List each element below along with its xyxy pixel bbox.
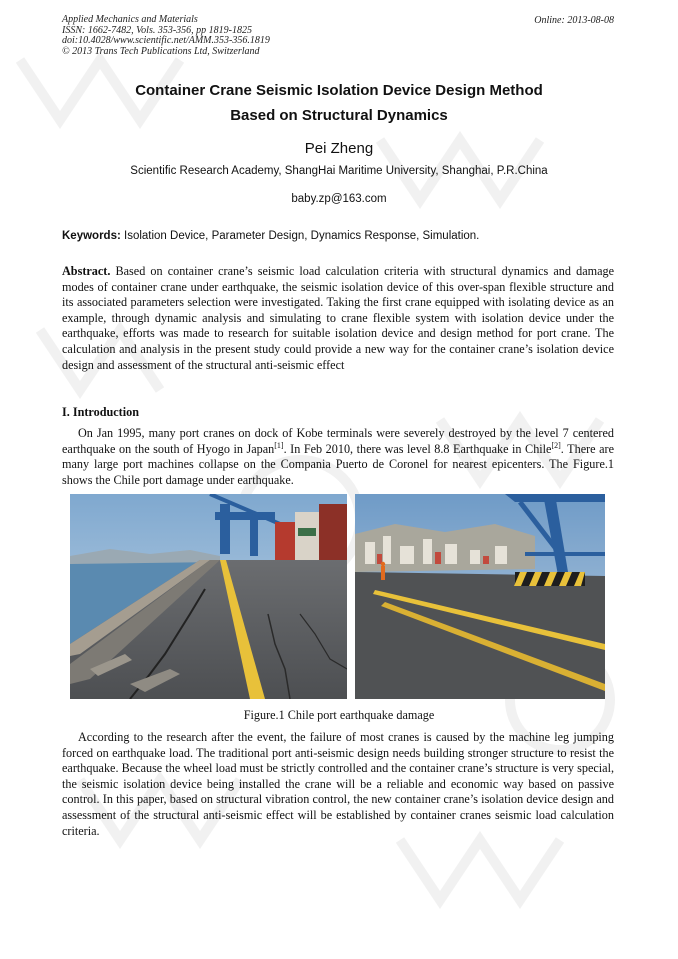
figure-photo-right	[355, 494, 605, 699]
journal-doi[interactable]: doi:10.4028/www.scientific.net/AMM.353-356.1819	[62, 35, 270, 46]
figure-caption: Figure.1 Chile port earthquake damage	[243, 708, 435, 722]
journal-name: Applied Mechanics and Materials	[62, 14, 198, 25]
journal-header	[62, 15, 270, 57]
journal-copyright: © 2013 Trans Tech Publications Ltd, Switzerland	[62, 45, 260, 57]
crane-leg-photo	[355, 494, 605, 699]
citation-1[interactable]: [1]	[274, 440, 284, 450]
keywords-label: Keywords:	[62, 230, 121, 242]
section-heading-introduction: I. Introduction	[62, 405, 139, 419]
author-email[interactable]: baby.zp@163.com	[291, 193, 387, 205]
keywords	[62, 230, 616, 242]
keywords-text: Isolation Device, Parameter Design, Dynamics Response, Simulation.	[124, 230, 480, 242]
abstract-text: Based on container crane’s seismic load calculation criteria with structural dynamics and damage modes of container crane under earthquake, the seismic isolation device of this over-span flexible structure and its associated parameters selection were investigated. Taking the first crane equipped with isolating device as an example, through dynamic analysis and simulating to crane flexible system with isolation device under the earthquake, efforts was made to research for suitable isolation device and design method for port crane. The calculation and analysis in the present study could provide a new way for the container crane’s isolation device design and assessment of the structural anti-seismic effect	[62, 264, 614, 372]
cracked-quay-photo	[70, 494, 347, 699]
online-date: Online: 2013-08-08	[534, 15, 614, 26]
intro-text-b: . In Feb 2010, there was level 8.8 Earthquake in Chile	[283, 441, 552, 456]
author-affiliation: Scientific Research Academy, ShangHai Maritime University, Shanghai, P.R.China	[130, 165, 548, 177]
paper-title-line2: Based on Structural Dynamics	[230, 107, 448, 124]
intro-paragraph-2	[62, 730, 614, 839]
figure-photo-left	[70, 494, 347, 699]
paper-title-line1: Container Crane Seismic Isolation Device Design Method	[135, 82, 543, 99]
abstract-label: Abstract.	[62, 264, 111, 278]
intro-paragraph-1	[62, 426, 614, 488]
intro-text-2: According to the research after the event, the failure of most cranes is caused by the machine leg jumping forced on earthquake load. The traditional port anti-seismic design needs building stronger structure to resist the earthquake. Because the wheel load must be strictly controlled and the container crane’s structure is very special, the seismic isolation device being installed the crane will be a reliable and economic way based on passive control. In this paper, based on structural vibration control, the new container crane’s isolation device design and assessment of the structural anti-seismic effect will be established by container cranes seismic load calculation criteria.	[62, 730, 614, 838]
intro-text-c: . There are many large port machines collapse on the Compania Puerto de Coronel for nearest epicenters. The Figure.1 shows the Chile port damage under earthquake.	[62, 441, 614, 487]
journal-issn: ISSN: 1662-7482, Vols. 353-356, pp 1819-1825	[62, 24, 252, 36]
abstract	[62, 264, 614, 373]
citation-2[interactable]: [2]	[551, 440, 561, 450]
author-name: Pei Zheng	[304, 140, 374, 157]
intro-text-a: On Jan 1995, many port cranes on dock of Kobe terminals were severely destroyed by the level 7 centered earthquake on the south of Hyogo in Japan	[62, 426, 614, 456]
